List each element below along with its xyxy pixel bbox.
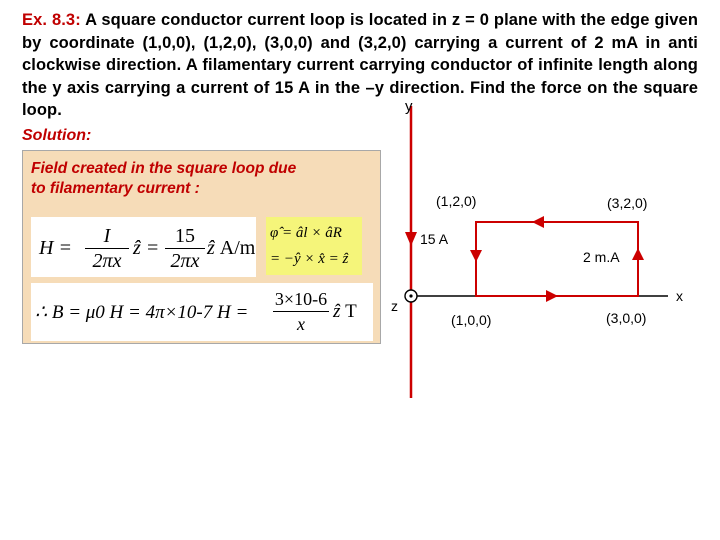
example-label: Ex. 8.3:: [22, 11, 81, 29]
h-unit: ẑ A/m: [207, 237, 256, 259]
x-axis-label: x: [676, 288, 683, 304]
z-axis-dot: [409, 294, 412, 297]
b-unit: ẑ T: [333, 301, 357, 322]
phi-hat-line-2: = −ŷ × x̂ = ẑ: [270, 251, 349, 267]
z-hat-1: ẑ =: [133, 237, 160, 259]
solution-heading: Solution:: [22, 127, 92, 144]
point-3-0-0: (3,0,0): [606, 310, 647, 326]
point-1-0-0: (1,0,0): [451, 312, 492, 328]
h-field-symbol: H =: [39, 237, 72, 259]
problem-line-3: in anti clockwise direction. A filamentary current carrying conductor of infinite: [22, 33, 698, 74]
problem-line-5: force on the square loop.: [22, 78, 698, 119]
filament-current-arrow-icon: [405, 232, 417, 246]
y-axis-label: y: [405, 98, 413, 115]
loop-current-label: 2 m.A: [583, 249, 620, 265]
problem-line-1: A square conductor current loop is located in z = 0 plane with the edge: [85, 11, 650, 29]
problem-line-4: length along the y axis carrying a current of 15 A in the –y direction. Find the: [22, 56, 698, 97]
loop-arrow-right-icon: [632, 248, 644, 260]
filament-current-label: 15 A: [420, 231, 449, 247]
z-axis-label: z: [391, 298, 398, 314]
b-field-equation: ∴ B = μ0 H = 4π×10-7 H =: [35, 302, 249, 323]
point-1-2-0: (1,2,0): [436, 193, 477, 209]
problem-line-2: given by coordinate (1,0,0), (1,2,0), (3,0,0) and (3,2,0) carrying a current of 2 mA: [22, 11, 699, 52]
loop-arrow-top-icon: [532, 216, 544, 228]
phi-hat-line-1: φ̂ = âl × âR: [270, 225, 342, 241]
point-3-2-0: (3,2,0): [607, 195, 648, 211]
note-line-2: to filamentary current :: [31, 180, 200, 197]
b-fraction: 3×10-6 x: [274, 289, 328, 335]
h-fraction-2: 15 2πx: [165, 225, 205, 272]
h-fraction-1: I 2πx: [85, 225, 129, 272]
note-line-1: Field created in the square loop due: [31, 160, 297, 177]
loop-arrow-bottom-icon: [546, 290, 558, 302]
loop-arrow-left-icon: [470, 250, 482, 262]
